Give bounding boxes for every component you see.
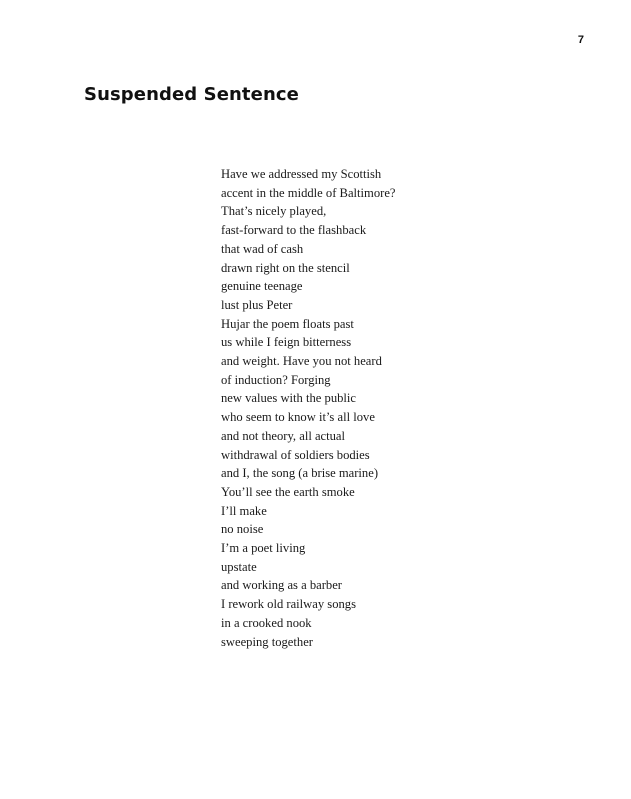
poem-line: Hujar the poem floats past <box>221 316 354 331</box>
poem-line: That’s nicely played, <box>221 204 327 219</box>
poem-title: Suspended Sentence <box>84 84 299 105</box>
poem-line: and working as a barber <box>221 578 342 593</box>
poem-line: genuine teenage <box>221 279 303 294</box>
poem-line: upstate <box>221 559 257 574</box>
poem-line: us while I feign bitterness <box>221 335 352 350</box>
poem-line: that wad of cash <box>221 241 304 256</box>
poem-body <box>221 165 396 651</box>
poem-line: I’ll make <box>221 503 267 518</box>
poem-line: who seem to know it’s all love <box>221 410 375 425</box>
poem-line: drawn right on the stencil <box>221 260 350 275</box>
poem-line: I rework old railway songs <box>221 597 357 612</box>
poem-line: of induction? Forging <box>221 372 331 387</box>
poem-line: and not theory, all actual <box>221 428 346 443</box>
poem-line: and weight. Have you not heard <box>221 354 382 369</box>
poem-line: sweeping together <box>221 634 313 649</box>
poem-line: You’ll see the earth smoke <box>221 484 355 499</box>
poem-line: lust plus Peter <box>221 297 293 312</box>
poem-line: new values with the public <box>221 391 357 406</box>
poem-line: accent in the middle of Baltimore? <box>221 185 396 200</box>
poem-line: in a crooked nook <box>221 615 312 630</box>
poem-line: I’m a poet living <box>221 541 306 556</box>
poem-line: fast-forward to the flashback <box>221 223 367 238</box>
poem-line: and I, the song (a brise marine) <box>221 466 379 481</box>
poem-line: no noise <box>221 522 264 537</box>
poem-line: withdrawal of soldiers bodies <box>221 447 370 462</box>
poem-line: Have we addressed my Scottish <box>221 167 382 181</box>
page-number: 7 <box>577 34 584 46</box>
